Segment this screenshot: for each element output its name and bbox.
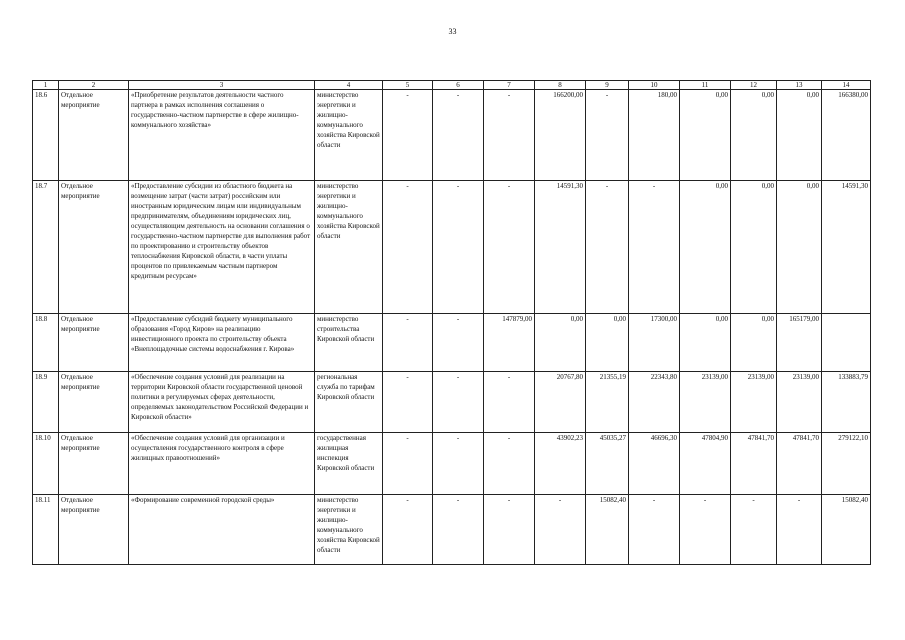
col-7: 147879,00 bbox=[484, 314, 535, 372]
col-7: - bbox=[484, 372, 535, 433]
event-type: Отдельное мероприятие bbox=[59, 433, 129, 495]
col-14: 14591,30 bbox=[822, 181, 871, 314]
table-row bbox=[33, 495, 871, 565]
col-14: 166380,00 bbox=[822, 90, 871, 181]
col-8: 166200,00 bbox=[535, 90, 586, 181]
executor: государственная жилищная инспекция Кировской области bbox=[315, 433, 383, 495]
col-12: 47841,70 bbox=[731, 433, 777, 495]
col-9: - bbox=[586, 181, 629, 314]
event-type: Отдельное мероприятие bbox=[59, 181, 129, 314]
row-number: 18.8 bbox=[33, 314, 59, 372]
row-number: 18.10 bbox=[33, 433, 59, 495]
col-13: 47841,70 bbox=[777, 433, 822, 495]
col-10: - bbox=[629, 495, 680, 565]
executor: министерство энергетики и жилищно-коммунального хозяйства Кировской области bbox=[315, 90, 383, 181]
header-cell: 13 bbox=[777, 81, 822, 90]
col-8: 0,00 bbox=[535, 314, 586, 372]
col-11: 0,00 bbox=[680, 314, 731, 372]
event-name: «Приобретение результатов деятельности частного партнера в рамках исполнения соглашения о государственно-частном партнерстве в сфере жилищно-коммунального хозяйства» bbox=[129, 90, 315, 181]
col-13: 0,00 bbox=[777, 181, 822, 314]
header-cell: 1 bbox=[33, 81, 59, 90]
row-number: 18.9 bbox=[33, 372, 59, 433]
table-row bbox=[33, 90, 871, 181]
col-10: 46696,30 bbox=[629, 433, 680, 495]
col-11: 0,00 bbox=[680, 90, 731, 181]
table-row bbox=[33, 433, 871, 495]
col-7: - bbox=[484, 181, 535, 314]
header-cell: 7 bbox=[484, 81, 535, 90]
col-7: - bbox=[484, 495, 535, 565]
col-14 bbox=[822, 314, 871, 372]
col-8: 43902,23 bbox=[535, 433, 586, 495]
col-6: - bbox=[433, 495, 484, 565]
header-row bbox=[33, 81, 871, 90]
col-5: - bbox=[383, 372, 433, 433]
header-cell: 11 bbox=[680, 81, 731, 90]
col-9: 21355,19 bbox=[586, 372, 629, 433]
event-name: «Предоставление субсидий бюджету муниципального образования «Город Киров» на реализацию инвестиционного проекта по строительству объекта «Внеплощадочные системы водоснабжения г. Кирова» bbox=[129, 314, 315, 372]
col-11: 47804,90 bbox=[680, 433, 731, 495]
col-9: 0,00 bbox=[586, 314, 629, 372]
executor: региональная служба по тарифам Кировской области bbox=[315, 372, 383, 433]
col-14: 15082,40 bbox=[822, 495, 871, 565]
col-8: - bbox=[535, 495, 586, 565]
event-name: «Обеспечение создания условий для реализации на территории Кировской области государственной ценовой политики в регулируемых сферах деятельности, определяемых законодательством Российской Федерации и Кировской области» bbox=[129, 372, 315, 433]
program-table bbox=[32, 80, 871, 565]
col-11: - bbox=[680, 495, 731, 565]
col-13: 23139,00 bbox=[777, 372, 822, 433]
col-12: 0,00 bbox=[731, 314, 777, 372]
table-row bbox=[33, 181, 871, 314]
col-6: - bbox=[433, 433, 484, 495]
event-name: «Предоставление субсидии из областного бюджета на возмещение затрат (части затрат) российским или иностранным юридическим лицам или индивидуальным предпринимателям, объединениям юридических лиц, осуществляющим деятельность на основании соглашения о государственно-частном партнерстве для выполнения работ по проектированию и строительству объектов теплоснабжения Кировской области, в части уплаты процентов по привлекаемым частным партнером кредитным ресурсам» bbox=[129, 181, 315, 314]
col-10: 22343,80 bbox=[629, 372, 680, 433]
col-9: 45035,27 bbox=[586, 433, 629, 495]
table-row bbox=[33, 372, 871, 433]
header-cell: 6 bbox=[433, 81, 484, 90]
col-5: - bbox=[383, 181, 433, 314]
col-11: 23139,00 bbox=[680, 372, 731, 433]
col-6: - bbox=[433, 372, 484, 433]
header-cell: 14 bbox=[822, 81, 871, 90]
col-12: 23139,00 bbox=[731, 372, 777, 433]
col-13: - bbox=[777, 495, 822, 565]
col-14: 133883,79 bbox=[822, 372, 871, 433]
col-7: - bbox=[484, 433, 535, 495]
col-11: 0,00 bbox=[680, 181, 731, 314]
col-5: - bbox=[383, 495, 433, 565]
col-8: 20767,80 bbox=[535, 372, 586, 433]
header-cell: 10 bbox=[629, 81, 680, 90]
row-number: 18.11 bbox=[33, 495, 59, 565]
event-type: Отдельное мероприятие bbox=[59, 495, 129, 565]
col-9: - bbox=[586, 90, 629, 181]
col-6: - bbox=[433, 90, 484, 181]
col-13: 0,00 bbox=[777, 90, 822, 181]
header-cell: 8 bbox=[535, 81, 586, 90]
row-number: 18.6 bbox=[33, 90, 59, 181]
event-name: «Формирование современной городской среды» bbox=[129, 495, 315, 565]
event-name: «Обеспечение создания условий для организации и осуществления государственного контроля в сфере жилищных правоотношений» bbox=[129, 433, 315, 495]
event-type: Отдельное мероприятие bbox=[59, 372, 129, 433]
event-type: Отдельное мероприятие bbox=[59, 314, 129, 372]
col-12: 0,00 bbox=[731, 90, 777, 181]
col-5: - bbox=[383, 433, 433, 495]
col-13: 165179,00 bbox=[777, 314, 822, 372]
col-6: - bbox=[433, 314, 484, 372]
header-cell: 4 bbox=[315, 81, 383, 90]
col-10: - bbox=[629, 181, 680, 314]
col-10: 17300,00 bbox=[629, 314, 680, 372]
header-cell: 3 bbox=[129, 81, 315, 90]
header-cell: 5 bbox=[383, 81, 433, 90]
page-number: 33 bbox=[448, 27, 457, 36]
col-12: 0,00 bbox=[731, 181, 777, 314]
col-5: - bbox=[383, 314, 433, 372]
executor: министерство энергетики и жилищно-коммунального хозяйства Кировской области bbox=[315, 495, 383, 565]
col-5: - bbox=[383, 90, 433, 181]
col-6: - bbox=[433, 181, 484, 314]
col-8: 14591,30 bbox=[535, 181, 586, 314]
header-cell: 2 bbox=[59, 81, 129, 90]
col-14: 279122,10 bbox=[822, 433, 871, 495]
header-cell: 12 bbox=[731, 81, 777, 90]
col-7: - bbox=[484, 90, 535, 181]
col-10: 180,00 bbox=[629, 90, 680, 181]
col-9: 15082,40 bbox=[586, 495, 629, 565]
table-row bbox=[33, 314, 871, 372]
header-cell: 9 bbox=[586, 81, 629, 90]
executor: министерство энергетики и жилищно-коммунального хозяйства Кировской области bbox=[315, 181, 383, 314]
col-12: - bbox=[731, 495, 777, 565]
executor: министерство строительства Кировской области bbox=[315, 314, 383, 372]
row-number: 18.7 bbox=[33, 181, 59, 314]
event-type: Отдельное мероприятие bbox=[59, 90, 129, 181]
